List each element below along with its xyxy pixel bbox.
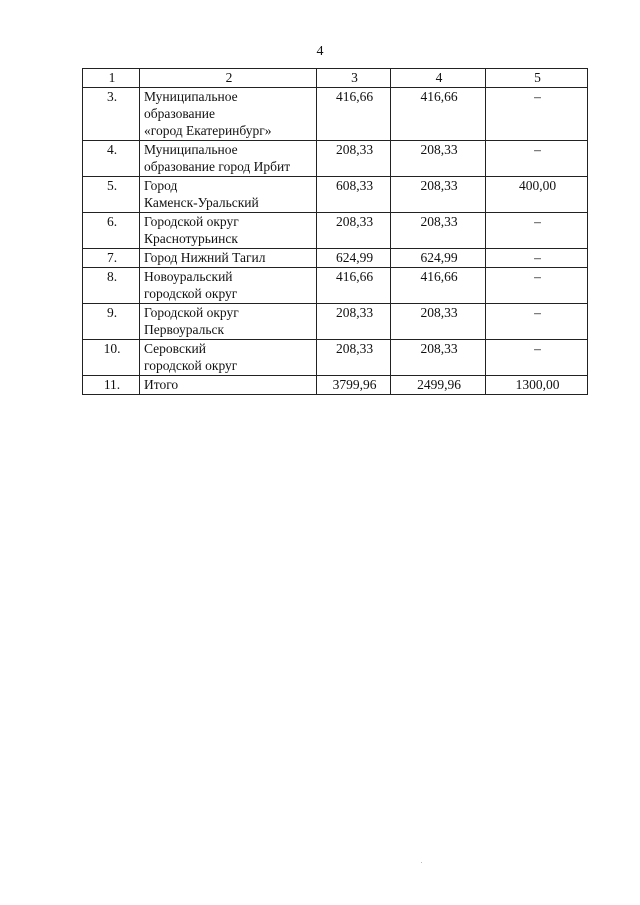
row-number-cell: 6. (83, 213, 140, 249)
municipality-name-cell (140, 340, 317, 376)
municipality-name-line: Город Нижний Тагил (144, 250, 266, 265)
value-cell-col-4: 208,33 (391, 304, 486, 340)
row-number-cell: 11. (83, 376, 140, 395)
municipality-name-cell (140, 376, 317, 395)
municipality-name-cell (140, 304, 317, 340)
header-col-2: 2 (140, 69, 317, 88)
row-number-cell: 7. (83, 249, 140, 268)
header-col-3: 3 (317, 69, 391, 88)
row-number-cell: 5. (83, 177, 140, 213)
value-cell-col-4: 2499,96 (391, 376, 486, 395)
page-number: 4 (316, 44, 324, 59)
municipality-name-line: городской округ (144, 286, 238, 301)
value-cell-col-3: 3799,96 (317, 376, 391, 395)
municipality-name-cell (140, 88, 317, 141)
table-row (83, 177, 588, 213)
table-row (83, 141, 588, 177)
table-row (83, 376, 588, 395)
table-body (83, 88, 588, 395)
table-row (83, 88, 588, 141)
header-col-5: 5 (486, 69, 588, 88)
value-cell-col-3: 208,33 (317, 213, 391, 249)
table-row (83, 304, 588, 340)
row-number-cell: 9. (83, 304, 140, 340)
value-cell-col-4: 416,66 (391, 268, 486, 304)
value-cell-col-4: 208,33 (391, 141, 486, 177)
municipality-name-line: Муниципальное (144, 142, 238, 157)
value-cell-col-4: 208,33 (391, 213, 486, 249)
municipality-name-line: Серовский (144, 341, 206, 356)
municipality-name-line: образование (144, 106, 215, 121)
municipality-name-line: Новоуральский (144, 269, 233, 284)
value-cell-col-4: 416,66 (391, 88, 486, 141)
table-row (83, 249, 588, 268)
municipality-name-line: Городской округ (144, 214, 239, 229)
value-cell-col-5: – (486, 268, 588, 304)
value-cell-col-4: 624,99 (391, 249, 486, 268)
value-cell-col-5: – (486, 213, 588, 249)
header-col-4: 4 (391, 69, 486, 88)
value-cell-col-4: 208,33 (391, 340, 486, 376)
value-cell-col-5: – (486, 249, 588, 268)
value-cell-col-3: 208,33 (317, 304, 391, 340)
municipality-name-line: Краснотурьинск (144, 231, 238, 246)
row-number-cell: 10. (83, 340, 140, 376)
municipality-name-line: «город Екатеринбург» (144, 123, 272, 138)
municipality-name-cell (140, 249, 317, 268)
value-cell-col-5: – (486, 88, 588, 141)
municipality-name-line: Каменск-Уральский (144, 195, 259, 210)
municipality-name-line: Первоуральск (144, 322, 225, 337)
table-header-row (83, 69, 588, 88)
municipality-name-line: Итого (144, 377, 179, 392)
municipality-name-cell (140, 177, 317, 213)
value-cell-col-3: 624,99 (317, 249, 391, 268)
value-cell-col-4: 208,33 (391, 177, 486, 213)
municipality-name-line: Городской округ (144, 305, 239, 320)
value-cell-col-5: – (486, 340, 588, 376)
value-cell-col-3: 208,33 (317, 340, 391, 376)
value-cell-col-5: – (486, 141, 588, 177)
value-cell-col-5: – (486, 304, 588, 340)
value-cell-col-3: 208,33 (317, 141, 391, 177)
municipality-name-cell (140, 213, 317, 249)
row-number-cell: 4. (83, 141, 140, 177)
municipality-name-line: Город (144, 178, 178, 193)
table-row (83, 213, 588, 249)
row-number-cell: 8. (83, 268, 140, 304)
value-cell-col-3: 416,66 (317, 268, 391, 304)
value-cell-col-5: 400,00 (486, 177, 588, 213)
allocation-table (82, 68, 588, 395)
header-col-1: 1 (83, 69, 140, 88)
value-cell-col-3: 416,66 (317, 88, 391, 141)
table-row (83, 268, 588, 304)
municipality-name-line: Муниципальное (144, 89, 238, 104)
municipality-name-cell (140, 268, 317, 304)
municipality-name-line: образование город Ирбит (144, 159, 291, 174)
row-number-cell: 3. (83, 88, 140, 141)
municipality-name-line: городской округ (144, 358, 238, 373)
table-row (83, 340, 588, 376)
municipality-name-cell (140, 141, 317, 177)
scan-artifact-dot (421, 862, 422, 863)
value-cell-col-3: 608,33 (317, 177, 391, 213)
value-cell-col-5: 1300,00 (486, 376, 588, 395)
